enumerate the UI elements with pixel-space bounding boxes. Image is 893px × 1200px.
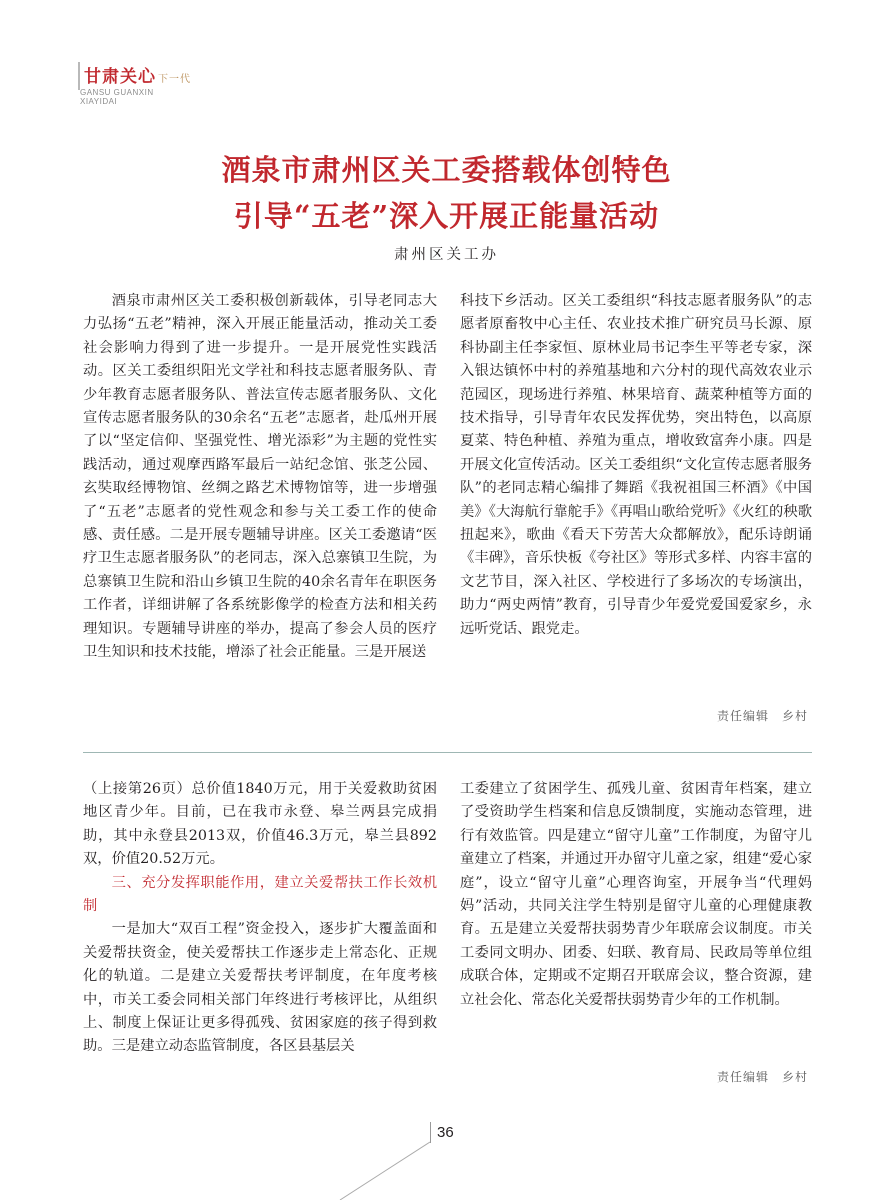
logo-main-text: 甘肃关心 — [84, 67, 156, 87]
decorative-line — [340, 1142, 430, 1200]
logo-english-line2: XIAYIDAI — [80, 97, 118, 106]
article-title-line2: 引导“五老”深入开展正能量活动 — [233, 199, 660, 233]
page-number: 36 — [437, 1124, 454, 1141]
page-number-tick — [430, 1122, 431, 1143]
article-title-line1: 酒泉市肃州区关工委搭载体创特色 — [221, 153, 672, 187]
paragraph: 酒泉市肃州区关工委积极创新载体，引导老同志大力弘扬“五老”精神，深入开展正能量活动，推动关工委社会影响力得到了进一步提升。一是开展党性实践活动。区关工委组织阳光文学社和科技志愿者服务队、青少年教育志愿者服务队、普法宣传志愿者服务队、文化宣传志愿者服务队的30余名“五老”志愿者，赴瓜州开展了以“坚定信仰、坚强党性、增光添彩”为主题的党性实践活动，通过观摩西路军最后一站纪念馆、张芝公园、玄奘取经博物馆、丝绸之路艺术博物馆等，进一步增强了“五老”志愿者的党性观念和参与关工委工作的使命感、责任感。二是开展专题辅导讲座。区关工委邀请“医疗卫生志愿者服务队”的老同志，深入总寨镇卫生院，为总寨镇卫生院和沿山乡镇卫生院的40余名青年在职医务工作者，详细讲解了各系统影像学的检查方法和相关药理知识。专题辅导讲座的举办，提高了参会人员的医疗卫生知识和技术技能，增添了社会正能量。三是开展送 — [83, 293, 437, 661]
paragraph: 工委建立了贫困学生、孤残儿童、贫困青年档案，建立了受资助学生档案和信息反馈制度，实施动态管理，进行有效监管。四是建立“留守儿童”工作制度，为留守儿童建立了档案，并通过开办留守儿童之家，组建“爱心家庭”，设立“留守儿童”心理咨询室，开展争当“代理妈妈”活动，共同关注学生特别是留守儿童的心理健康教育。五是建立关爱帮扶弱势青少年联席会议制度。市关工委同文明办、团委、妇联、教育局、民政局等单位组成联合体，定期或不定期召开联席会议，整合资源，建立社会化、常态化关爱帮扶弱势青少年的工作机制。 — [460, 781, 812, 1008]
paragraph: 科技下乡活动。区关工委组织“科技志愿者服务队”的志愿者原畜牧中心主任、农业技术推广研究员马长源、原科协副主任李家恒、原林业局书记李生平等老专家，深入银达镇怀中村的养殖基地和六分村的现代高效农业示范园区，现场进行养殖、林果培育、蔬菜种植等方面的技术指导，引导青年农民发挥优势，突出特色，以高原夏菜、特色种植、养殖为重点，增收致富奔小康。四是开展文化宣传活动。区关工委组织“文化宣传志愿者服务队”的老同志精心编排了舞蹈《我祝祖国三杯酒》《中国美》《大海航行靠舵手》《再唱山歌给党听》《火红的秧歌扭起来》，歌曲《看天下劳苦大众都解放》，配乐诗朗诵《丰碑》，音乐快板《夸社区》等形式多样、内容丰富的文艺节目，深入社区、学校进行了多场次的专场演出，助力“两史两情”教育，引导青少年爱党爱国爱家乡，永远听党话、跟党走。 — [460, 293, 812, 637]
paragraph: 一是加大“双百工程”资金投入，逐步扩大覆盖面和关爱帮扶资金，使关爱帮扶工作逐步走上常态化、正规化的轨道。二是建立关爱帮扶考评制度，在年度考核中，市关工委会同相关部门年终进行考核评比，从组织上、制度上保证让更多得孤残、贫困家庭的孩子得到救助。三是建立动态监管制度，各区县基层关 — [83, 921, 437, 1055]
paragraph: （上接第26页）总价值1840万元，用于关爱救助贫困地区青少年。目前，已在我市永登、皋兰两县完成捐助，其中永登县2013双，价值46.3万元，皋兰县892双，价值20.52万元。 — [83, 781, 437, 868]
article-author: 肃州区关工办 — [394, 247, 499, 263]
logo-small-text: 下一代 — [158, 74, 191, 85]
logo-english-line1: GANSU GUANXIN — [80, 88, 154, 97]
editor-credit: 责任编辑 乡村 — [716, 709, 808, 723]
editor-credit: 责任编辑 乡村 — [716, 1070, 808, 1084]
section-heading: 三、充分发挥职能作用，建立关爱帮扶工作长效机制 — [83, 874, 437, 915]
